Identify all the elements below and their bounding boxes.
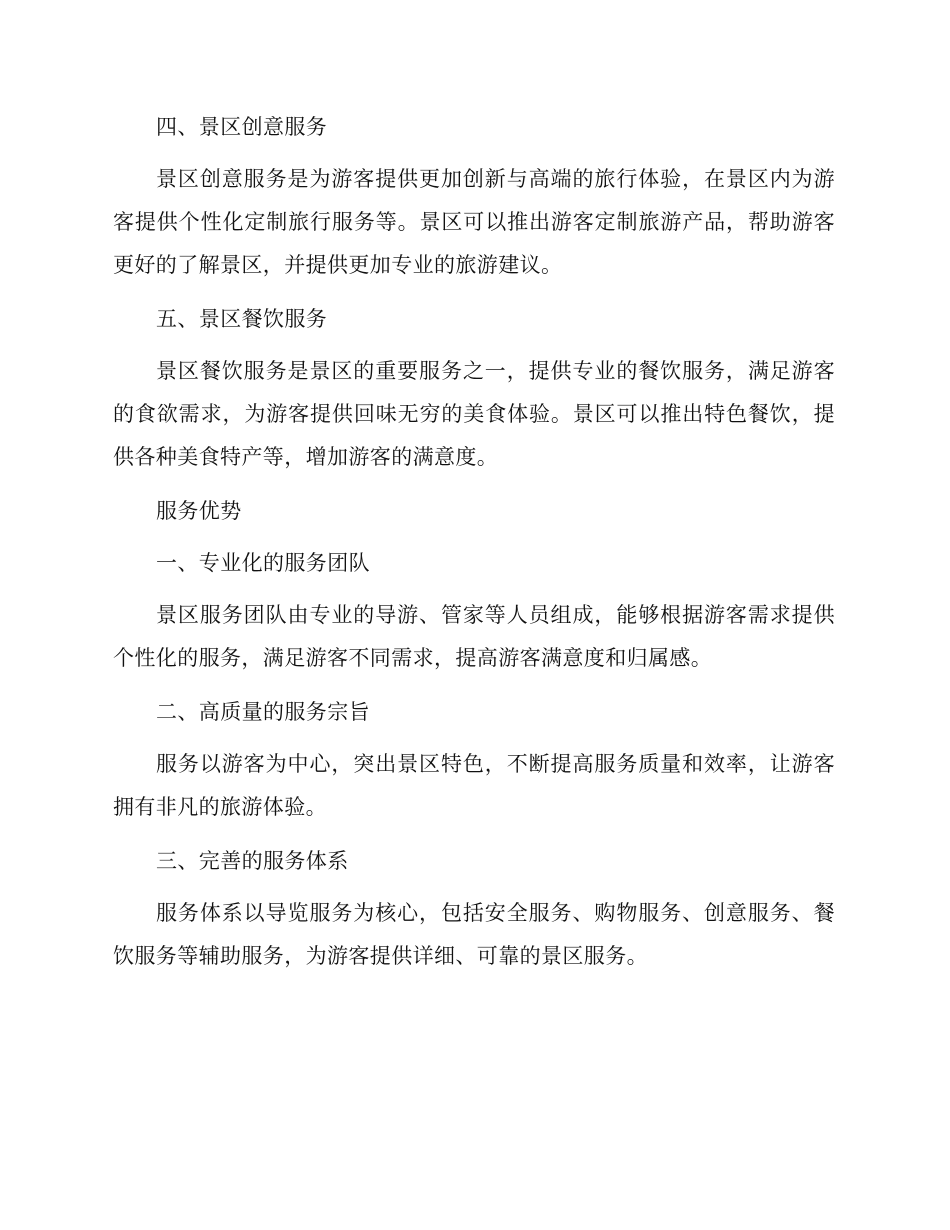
section-paragraph-dining: 景区餐饮服务是景区的重要服务之一，提供专业的餐饮服务，满足游客的食欲需求，为游客提供回味无穷的美食体验。景区可以推出特色餐饮，提供各种美食特产等，增加游客的满意度。 bbox=[113, 359, 835, 469]
advantage-heading-system: 三、完善的服务体系 bbox=[156, 849, 349, 873]
document-body bbox=[113, 106, 835, 989]
section-heading-dining: 五、景区餐饮服务 bbox=[156, 307, 328, 331]
advantage-paragraph-team: 景区服务团队由专业的导游、管家等人员组成，能够根据游客需求提供个性化的服务，满足游客不同需求，提高游客满意度和归属感。 bbox=[113, 603, 835, 670]
advantage-paragraph-quality: 服务以游客为中心，突出景区特色，不断提高服务质量和效率，让游客拥有非凡的旅游体验。 bbox=[113, 752, 835, 819]
advantages-title: 服务优势 bbox=[156, 499, 242, 523]
advantage-heading-quality: 二、高质量的服务宗旨 bbox=[156, 700, 370, 724]
section-heading-creative: 四、景区创意服务 bbox=[156, 115, 328, 139]
section-paragraph-creative: 景区创意服务是为游客提供更加创新与高端的旅行体验，在景区内为游客提供个性化定制旅行服务等。景区可以推出游客定制旅游产品，帮助游客更好的了解景区，并提供更加专业的旅游建议。 bbox=[113, 167, 835, 277]
advantage-paragraph-system: 服务体系以导览服务为核心，包括安全服务、购物服务、创意服务、餐饮服务等辅助服务，为游客提供详细、可靠的景区服务。 bbox=[113, 901, 835, 968]
advantage-heading-team: 一、专业化的服务团队 bbox=[156, 551, 370, 575]
